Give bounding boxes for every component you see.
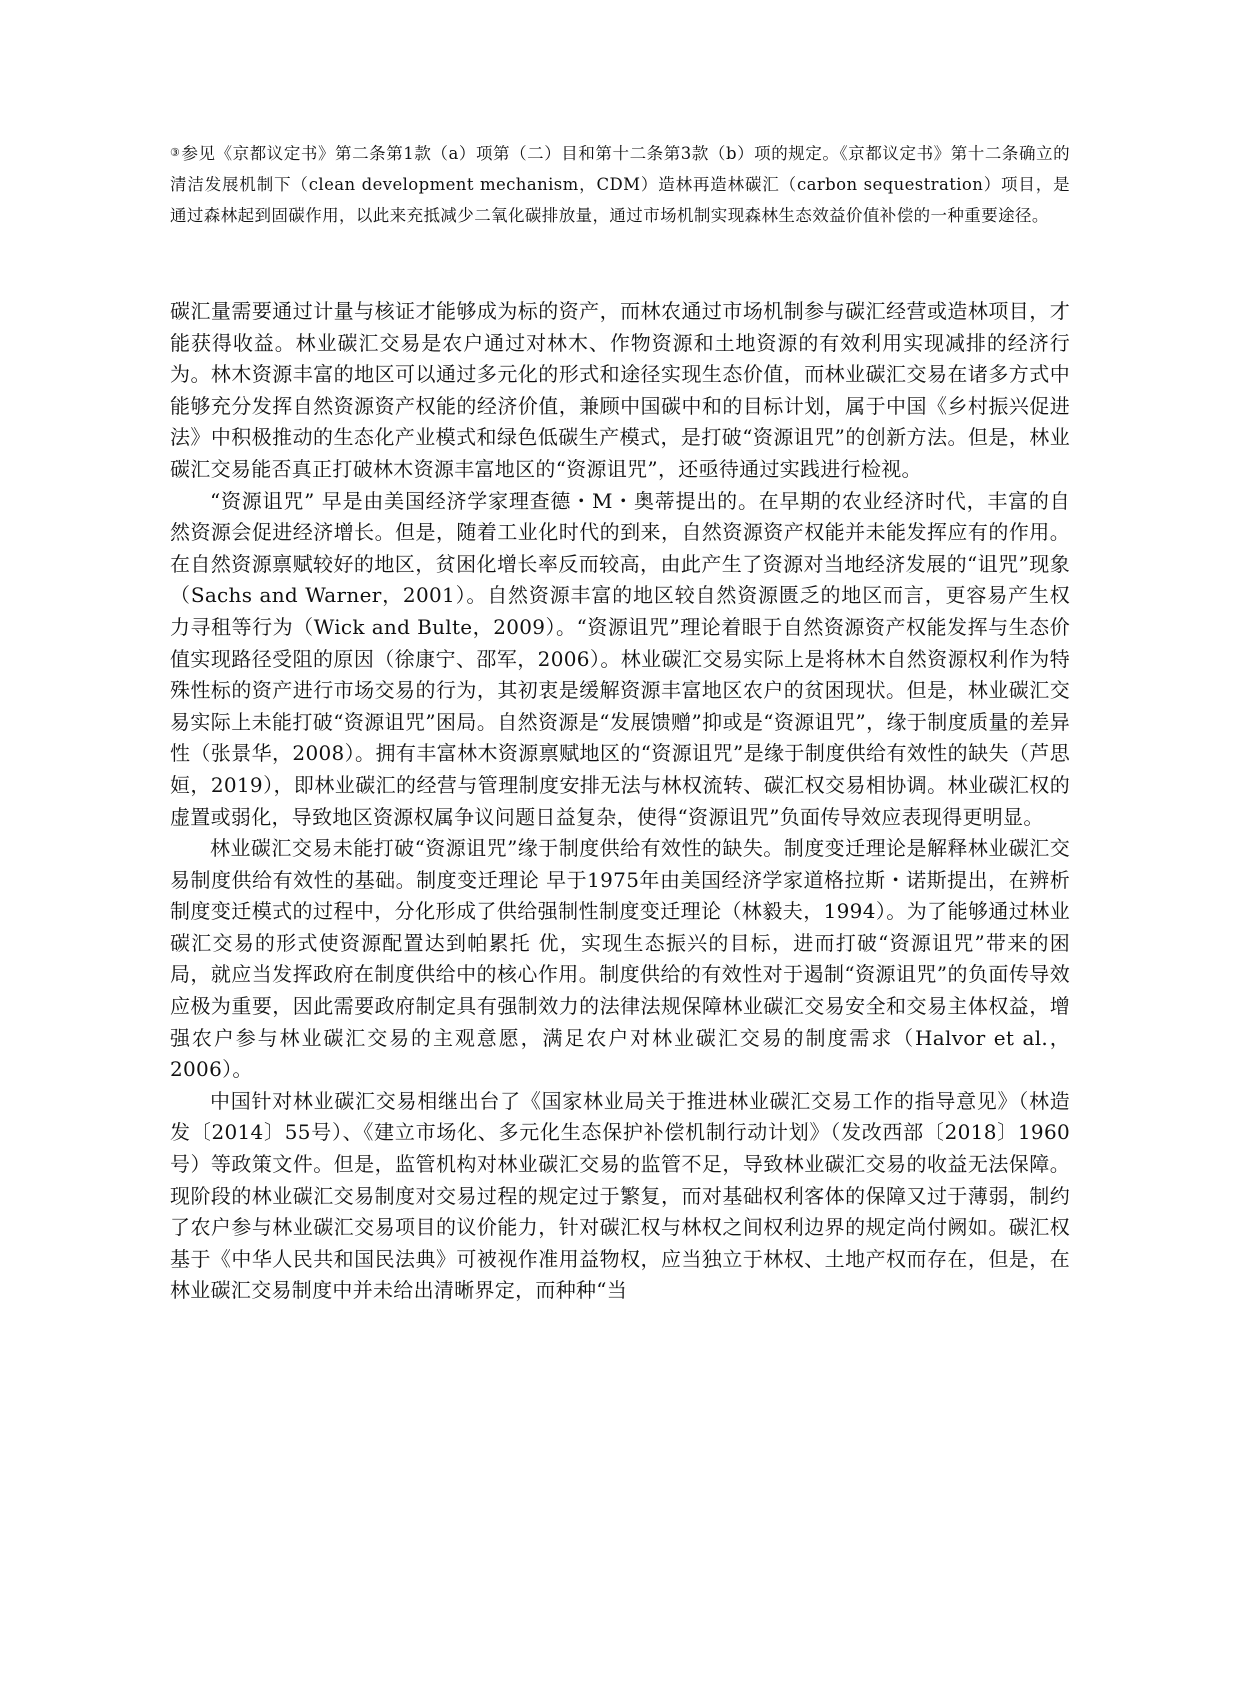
paragraph-4: 中国针对林业碳汇交易相继出台了《国家林业局关于推进林业碳汇交易工作的指导意见》（林造发〔2014〕55号）、《建立市场化、多元化生态保护补偿机制行动计划》（发改西部〔2018〕1960号）等政策文件。但是，监管机构对林业碳汇交易的监管不足，导致林业碳汇交易的收益无法保障。现阶段的林业碳汇交易制度对交易过程的规定过于繁复，而对基础权利客体的保障又过于薄弱，制约了农户参与林业碳汇交易项目的议价能力，针对碳汇权与林权之间权利边界的规定尚付阙如。碳汇权基于《中华人民共和国民法典》可被视作准用益物权，应当独立于林权、土地产权而存在，但是，在林业碳汇交易制度中并未给出清晰界定，而种种“当 xyxy=(170,1088,1070,1303)
footnote-text: 参见《京都议定书》第二条第1款（a）项第（二）目和第十二条第3款（b）项的规定。《京都议定书》第十二条确立的清洁发展机制下（clean development mechanism，CDM）造林再造林碳汇（carbon sequestration）项目，是通过森林起到固碳作用，以此来充抵减少二氧化碳排放量，通过市场机制实现森林生态效益价值补偿的一种重要途径。 xyxy=(170,144,1071,225)
paragraph-2: “资源诅咒” 早是由美国经济学家理查德・M・奥蒂提出的。在早期的农业经济时代，丰富的自然资源会促进经济增长。但是，随着工业化时代的到来，自然资源资产权能并未能发挥应有的作用。在自然资源禀赋较好的地区，贫困化增长率反而较高，由此产生了资源对当地经济发展的“诅咒”现象（Sachs and Warner，2001）。自然资源丰富的地区较自然资源匮乏的地区而言，更容易产生权力寻租等行为（Wick and Bulte，2009）。“资源诅咒”理论着眼于自然资源资产权能发挥与生态价值实现路径受阻的原因（徐康宁、邵军，2006）。林业碳汇交易实际上是将林木自然资源权利作为特殊性标的资产进行市场交易的行为，其初衷是缓解资源丰富地区农户的贫困现状。但是，林业碳汇交易实际上未能打破“资源诅咒”困局。自然资源是“发展馈赠”抑或是“资源诅咒”，缘于制度质量的差异性（张景华，2008）。拥有丰富林木资源禀赋地区的“资源诅咒”是缘于制度供给有效性的缺失（芦思姮，2019），即林业碳汇的经营与管理制度安排无法与林权流转、碳汇权交易相协调。林业碳汇权的虚置或弱化，导致地区资源权属争议问题日益复杂，使得“资源诅咒”负面传导效应表现得更明显。 xyxy=(170,488,1070,829)
body-text xyxy=(170,296,1070,1307)
footnote-marker: ③ xyxy=(170,146,181,159)
paragraph-1: 碳汇量需要通过计量与核证才能够成为标的资产，而林农通过市场机制参与碳汇经营或造林项目，才能获得收益。林业碳汇交易是农户通过对林木、作物资源和土地资源的有效利用实现减排的经济行为。林木资源丰富的地区可以通过多元化的形式和途径实现生态价值，而林业碳汇交易在诸多方式中能够充分发挥自然资源资产权能的经济价值，兼顾中国碳中和的目标计划，属于中国《乡村振兴促进法》中积极推动的生态化产业模式和绿色低碳生产模式，是打破“资源诅咒”的创新方法。但是，林业碳汇交易能否真正打破林木资源丰富地区的“资源诅咒”，还亟待通过实践进行检视。 xyxy=(170,299,1070,481)
paragraph-3: 林业碳汇交易未能打破“资源诅咒”缘于制度供给有效性的缺失。制度变迁理论是解释林业碳汇交易制度供给有效性的基础。制度变迁理论 早于1975年由美国经济学家道格拉斯・诺斯提出，在辨析制度变迁模式的过程中，分化形成了供给强制性制度变迁理论（林毅夫，1994）。为了能够通过林业碳汇交易的形式使资源配置达到帕累托 优，实现生态振兴的目标，进而打破“资源诅咒”带来的困局，就应当发挥政府在制度供给中的核心作用。制度供给的有效性对于遏制“资源诅咒”的负面传导效应极为重要，因此需要政府制定具有强制效力的法律法规保障林业碳汇交易安全和交易主体权益，增强农户参与林业碳汇交易的主观意愿，满足农户对林业碳汇交易的制度需求（Halvor et al.， 2006）。 xyxy=(170,836,1070,1082)
footnote xyxy=(170,138,1070,231)
